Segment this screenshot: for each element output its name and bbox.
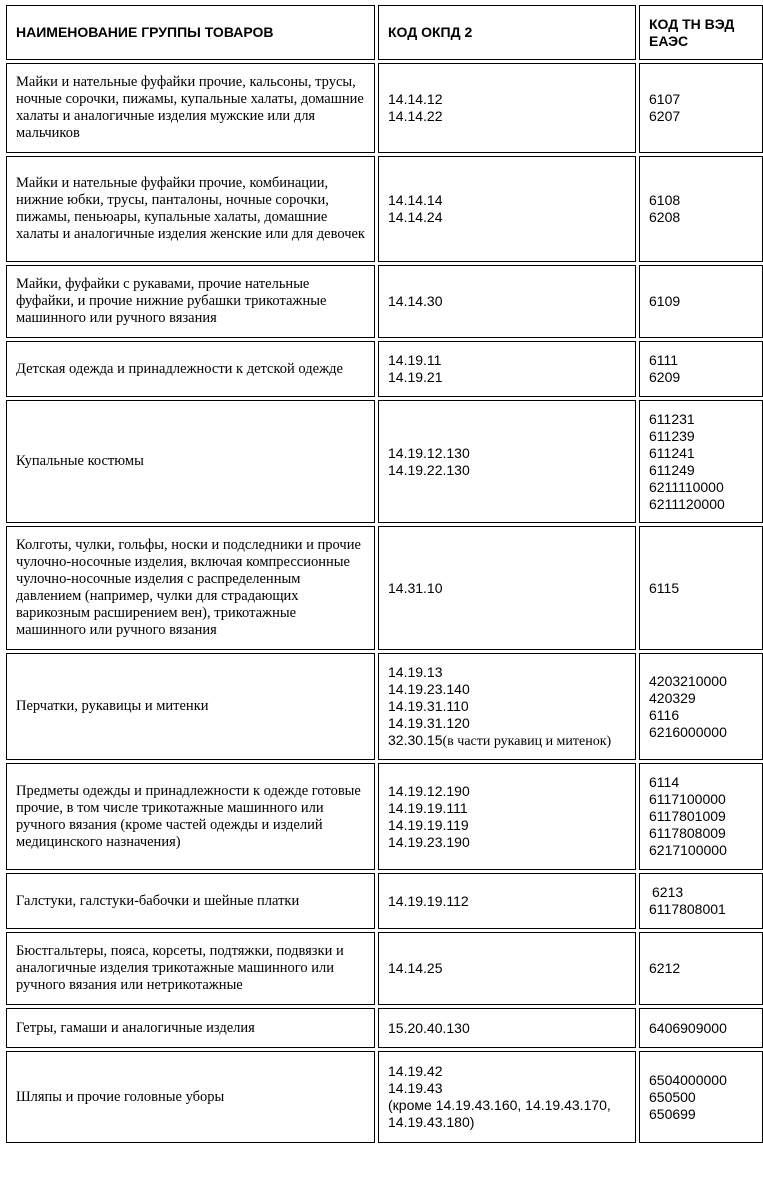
table-row: [6, 932, 763, 1005]
tnved-code: 6211110000: [649, 478, 724, 495]
okpd2-code: 14.19.42: [388, 1063, 443, 1079]
okpd2-code: 14.19.23.190: [388, 833, 470, 850]
okpd2-code-note: (кроме 14.19.43.160, 14.19.43.170, 14.19.43.180): [388, 1097, 611, 1130]
tnved-code: 650699: [649, 1105, 696, 1122]
table-row: [6, 873, 763, 929]
okpd2-code: 14.14.12: [388, 91, 443, 107]
okpd2-code: 14.31.10: [388, 579, 443, 596]
tnved-code: 611231: [649, 410, 695, 427]
tnved-code: 6207: [649, 108, 681, 124]
tnved-code: 420329: [649, 689, 696, 706]
tnved-code: 6216000000: [649, 723, 727, 740]
okpd2-codes: [378, 526, 636, 650]
okpd2-code: 32.30.15: [388, 731, 443, 748]
tnved-code: 6406909000: [649, 1019, 727, 1036]
goods-codes-table: [3, 2, 763, 1146]
okpd2-codes: [378, 63, 636, 153]
okpd2-codes: [378, 1008, 636, 1048]
tnved-code: 6116: [649, 706, 680, 723]
okpd2-code: 14.19.31.110: [388, 697, 469, 714]
tnved-code: 6109: [649, 293, 681, 309]
product-group-name: Детская одежда и принадлежности к детской одежде: [6, 341, 375, 397]
tnved-code: 6117801009: [649, 808, 726, 824]
tnved-codes: [639, 1008, 763, 1048]
okpd2-codes: [378, 156, 636, 262]
product-group-name: Майки и нательные фуфайки прочие, кальсоны, трусы, ночные сорочки, пижамы, купальные халаты, домашние халаты и аналогичные изделия мужские или для мальчиков: [6, 63, 375, 153]
product-group-name: Галстуки, галстуки-бабочки и шейные платки: [6, 873, 375, 929]
okpd2-code: 14.19.21: [388, 369, 443, 385]
okpd2-code-note: (в части рукавиц и митенок): [442, 733, 612, 749]
table-row: [6, 1008, 763, 1048]
tnved-code: 650500: [649, 1088, 696, 1105]
okpd2-code: 14.19.19.111: [388, 799, 468, 816]
table-row: [6, 400, 763, 523]
okpd2-codes: [378, 265, 636, 338]
okpd2-code: 14.19.19.112: [388, 892, 469, 909]
tnved-code: 6108: [649, 192, 681, 208]
tnved-code: 6114: [649, 774, 680, 790]
tnved-codes: [639, 653, 763, 760]
product-group-name: Перчатки, рукавицы и митенки: [6, 653, 375, 760]
tnved-code: 611239: [649, 427, 695, 444]
tnved-codes: [639, 400, 763, 523]
tnved-codes: [639, 63, 763, 153]
tnved-codes: [639, 1051, 763, 1143]
table-row: [6, 265, 763, 338]
okpd2-codes: [378, 1051, 636, 1143]
okpd2-codes: [378, 341, 636, 397]
tnved-code: 6115: [649, 579, 680, 596]
okpd2-codes: [378, 653, 636, 760]
okpd2-code: 14.19.31.120: [388, 714, 470, 731]
okpd2-codes: [378, 763, 636, 870]
header-okpd2-code: КОД ОКПД 2: [378, 5, 636, 60]
table-row: [6, 341, 763, 397]
okpd2-code: 14.19.22.130: [388, 461, 470, 478]
tnved-code: 6212: [649, 960, 681, 976]
okpd2-code: 14.19.11: [388, 352, 442, 368]
okpd2-code: 15.20.40.130: [388, 1019, 470, 1036]
okpd2-code: 14.19.12.130: [388, 444, 470, 461]
okpd2-code: 14.14.24: [388, 209, 443, 225]
table-row: [6, 63, 763, 153]
tnved-code: 611241: [649, 444, 695, 461]
tnved-codes: [639, 932, 763, 1005]
okpd2-codes: [378, 873, 636, 929]
product-group-name: Майки, фуфайки с рукавами, прочие нательные фуфайки, и прочие нижние рубашки трикотажные машинного или ручного вязания: [6, 265, 375, 338]
okpd2-code-with-note: [388, 732, 627, 750]
tnved-codes: [639, 763, 763, 870]
okpd2-code: 14.14.25: [388, 960, 443, 976]
tnved-code: 6117100000: [649, 791, 726, 807]
tnved-code: 6208: [649, 209, 681, 225]
tnved-code: 4203210000: [649, 672, 727, 689]
tnved-code: 6213: [652, 884, 684, 900]
tnved-codes: [639, 873, 763, 929]
okpd2-code: 14.19.13: [388, 663, 443, 680]
tnved-code: 6217100000: [649, 842, 727, 858]
tnved-code: 6111: [649, 352, 679, 368]
product-group-name: Купальные костюмы: [6, 400, 375, 523]
tnved-code: 611249: [649, 461, 695, 478]
okpd2-code: 14.14.14: [388, 192, 443, 208]
product-group-name: Шляпы и прочие головные уборы: [6, 1051, 375, 1143]
table-row: [6, 156, 763, 262]
okpd2-code: 14.14.22: [388, 108, 443, 124]
table-row: [6, 653, 763, 760]
product-group-name: Гетры, гамаши и аналогичные изделия: [6, 1008, 375, 1048]
tnved-code: 6504000000: [649, 1071, 727, 1088]
okpd2-code: 14.19.23.140: [388, 680, 470, 697]
tnved-code: 6117808001: [649, 901, 726, 917]
okpd2-code: 14.19.43: [388, 1080, 443, 1096]
tnved-codes: [639, 156, 763, 262]
table-row: [6, 1051, 763, 1143]
okpd2-code: 14.14.30: [388, 293, 443, 309]
tnved-code: 6107: [649, 91, 681, 107]
table-row: [6, 763, 763, 870]
okpd2-code: 14.19.12.190: [388, 782, 470, 799]
okpd2-codes: [378, 400, 636, 523]
tnved-codes: [639, 526, 763, 650]
okpd2-code: 14.19.19.119: [388, 816, 469, 833]
tnved-codes: [639, 341, 763, 397]
product-group-name: Предметы одежды и принадлежности к одежде готовые прочие, в том числе трикотажные машинного или ручного вязания (кроме частей одежды и изделий медицинского назначения): [6, 763, 375, 870]
tnved-code: 6209: [649, 369, 681, 385]
okpd2-codes: [378, 932, 636, 1005]
header-product-group: НАИМЕНОВАНИЕ ГРУППЫ ТОВАРОВ: [6, 5, 375, 60]
tnved-code: 6117808009: [649, 825, 726, 841]
tnved-code: 6211120000: [649, 495, 725, 512]
header-tnved-code: КОД ТН ВЭД ЕАЭС: [639, 5, 763, 60]
tnved-codes: [639, 265, 763, 338]
product-group-name: Колготы, чулки, гольфы, носки и подследники и прочие чулочно-носочные изделия, включая компрессионные чулочно-носочные изделия с распределенным давлением (например, чулки для страдающих варикозным расширением вен), трикотажные машинного или ручного вязания: [6, 526, 375, 650]
product-group-name: Майки и нательные фуфайки прочие, комбинации, нижние юбки, трусы, панталоны, ночные сорочки, пижамы, пеньюары, купальные халаты, домашние халаты и аналогичные изделия женские или для девочек: [6, 156, 375, 262]
table-header-row: [6, 5, 763, 60]
product-group-name: Бюстгальтеры, пояса, корсеты, подтяжки, подвязки и аналогичные изделия трикотажные машинного или ручного вязания или нетрикотажные: [6, 932, 375, 1005]
table-row: [6, 526, 763, 650]
